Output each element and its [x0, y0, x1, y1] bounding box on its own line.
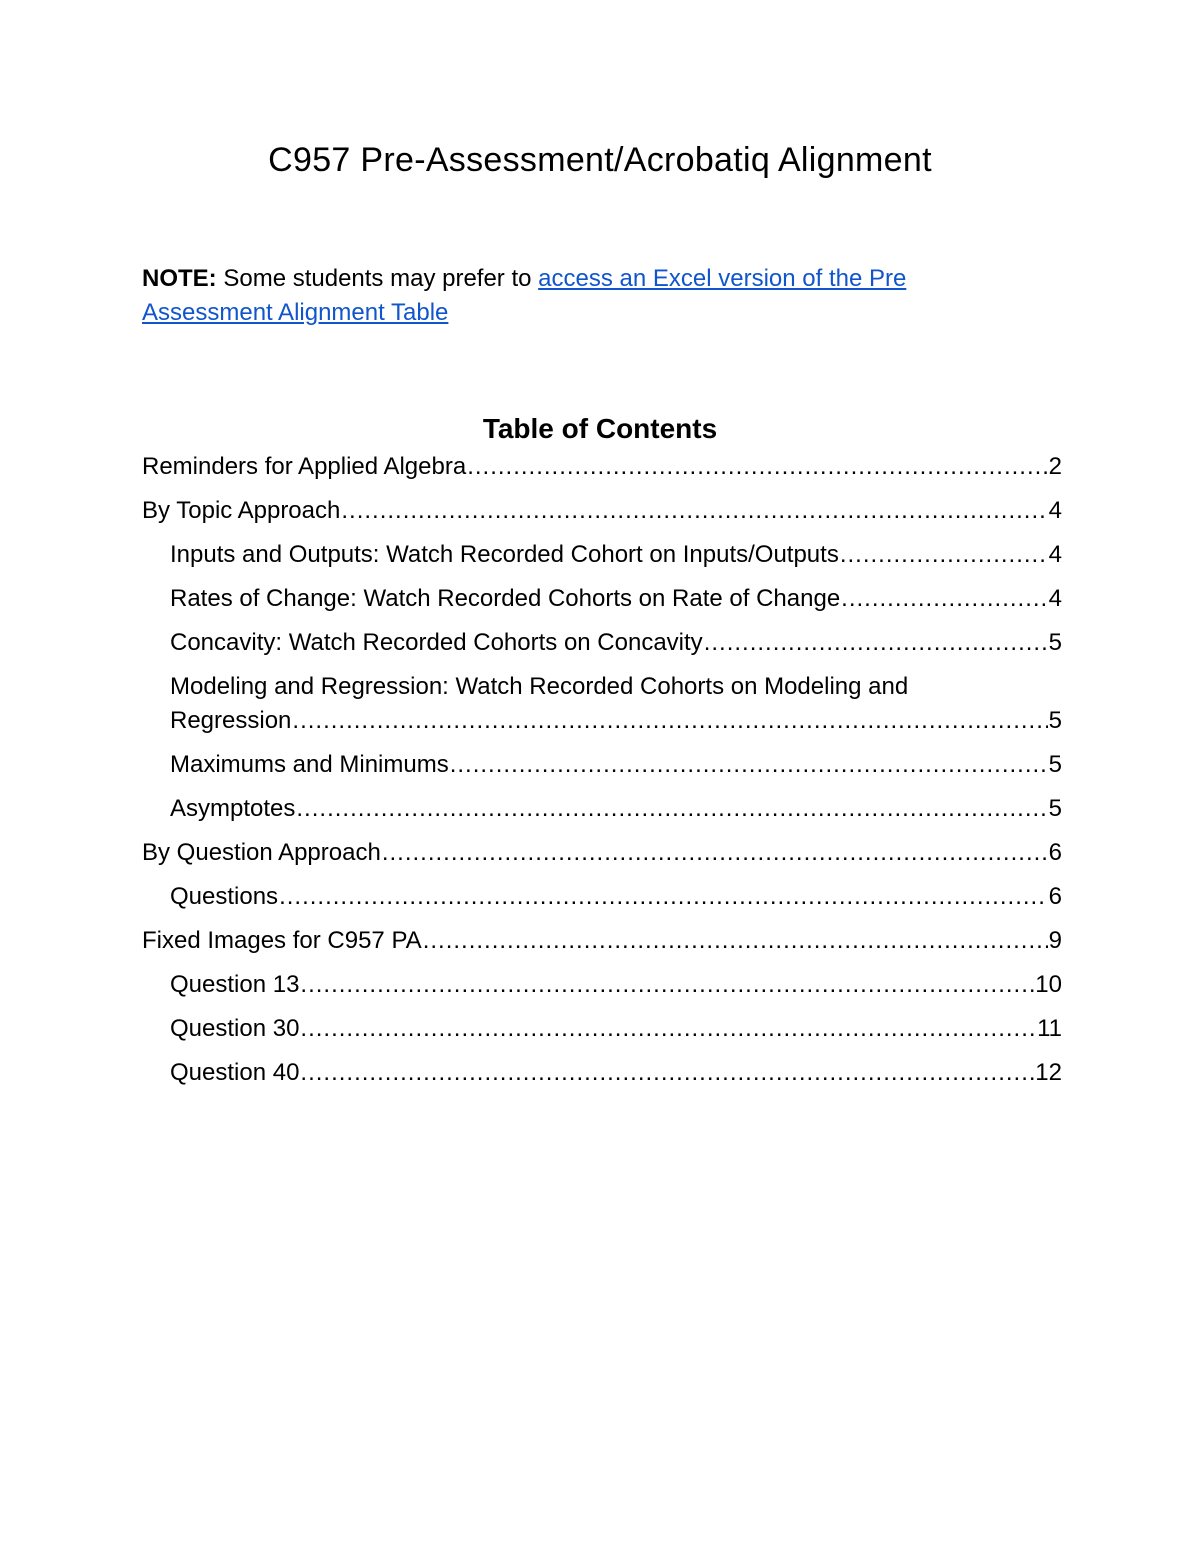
toc-dot-leader	[279, 880, 1048, 914]
toc-entry-label: Reminders for Applied Algebra	[142, 453, 467, 480]
note-label: NOTE:	[142, 265, 217, 292]
toc-entry-fixed-images[interactable]	[142, 922, 1062, 966]
toc-dot-leader	[841, 582, 1047, 616]
toc-entry-by-topic-approach[interactable]	[142, 492, 1062, 536]
table-of-contents	[142, 448, 1062, 1098]
toc-dot-leader	[300, 968, 1034, 1002]
toc-entry-inputs-and-outputs[interactable]	[142, 536, 1062, 580]
toc-page-number: 5	[1048, 629, 1062, 656]
toc-page-number: 9	[1048, 927, 1062, 954]
toc-dot-leader	[296, 792, 1047, 826]
toc-entry-rates-of-change[interactable]	[142, 580, 1062, 624]
toc-dot-leader	[450, 748, 1048, 782]
toc-entry-label: Asymptotes	[170, 795, 296, 822]
toc-dot-leader	[300, 1012, 1036, 1046]
toc-dot-leader	[382, 836, 1048, 870]
toc-heading: Table of Contents	[482, 413, 718, 444]
toc-entry-modeling-and-regression[interactable]	[142, 668, 1062, 746]
toc-page-number: 5	[1048, 795, 1062, 822]
toc-entry-label: By Question Approach	[142, 839, 381, 866]
toc-entry-question-40[interactable]	[142, 1054, 1062, 1098]
toc-page-number: 2	[1048, 453, 1062, 480]
toc-page-number: 6	[1048, 883, 1062, 910]
toc-entry-label-line1: Modeling and Regression: Watch Recorded Cohorts on Modeling and	[170, 673, 909, 700]
note-paragraph	[142, 262, 1042, 330]
toc-entry-label: Question 30	[170, 1015, 300, 1042]
toc-dot-leader	[341, 494, 1047, 528]
note-text: Some students may prefer to	[216, 265, 539, 292]
toc-dot-leader	[704, 626, 1048, 660]
toc-entry-label: Question 40	[170, 1059, 300, 1086]
toc-entry-label: Question 13	[170, 971, 300, 998]
toc-entry-question-30[interactable]	[142, 1010, 1062, 1054]
toc-entry-concavity[interactable]	[142, 624, 1062, 668]
toc-entry-label: Questions	[170, 883, 279, 910]
toc-entry-label: Fixed Images for C957 PA	[142, 927, 422, 954]
toc-page-number: 10	[1035, 971, 1062, 998]
toc-entry-by-question-approach[interactable]	[142, 834, 1062, 878]
toc-entry-reminders-applied-algebra[interactable]	[142, 448, 1062, 492]
document-title: C957 Pre-Assessment/Acrobatiq Alignment	[268, 141, 932, 179]
toc-entry-label: Concavity: Watch Recorded Cohorts on Concavity	[170, 629, 703, 656]
toc-page-number: 4	[1048, 585, 1062, 612]
toc-entry-label: Regression	[170, 707, 292, 734]
toc-page-number: 11	[1037, 1015, 1062, 1042]
toc-entry-label: By Topic Approach	[142, 497, 341, 524]
toc-dot-leader	[423, 924, 1048, 958]
toc-entry-question-13[interactable]	[142, 966, 1062, 1010]
toc-page-number: 12	[1035, 1059, 1062, 1086]
toc-page-number: 6	[1048, 839, 1062, 866]
toc-dot-leader	[292, 704, 1047, 738]
toc-dot-leader	[467, 450, 1047, 484]
toc-page-number: 4	[1048, 497, 1062, 524]
toc-entry-label: Inputs and Outputs: Watch Recorded Cohort on Inputs/Outputs	[170, 541, 839, 568]
excel-version-link[interactable]: access an Excel version of the Pre Assessment Alignment Table	[142, 265, 907, 326]
toc-entry-questions[interactable]	[142, 878, 1062, 922]
toc-page-number: 5	[1048, 751, 1062, 778]
toc-entry-asymptotes[interactable]	[142, 790, 1062, 834]
toc-page-number: 4	[1048, 541, 1062, 568]
toc-entry-label: Rates of Change: Watch Recorded Cohorts on Rate of Change	[170, 585, 841, 612]
toc-dot-leader	[300, 1056, 1034, 1090]
toc-entry-label: Maximums and Minimums	[170, 751, 449, 778]
toc-page-number: 5	[1048, 707, 1062, 734]
toc-dot-leader	[840, 538, 1048, 572]
toc-entry-maximums-and-minimums[interactable]	[142, 746, 1062, 790]
